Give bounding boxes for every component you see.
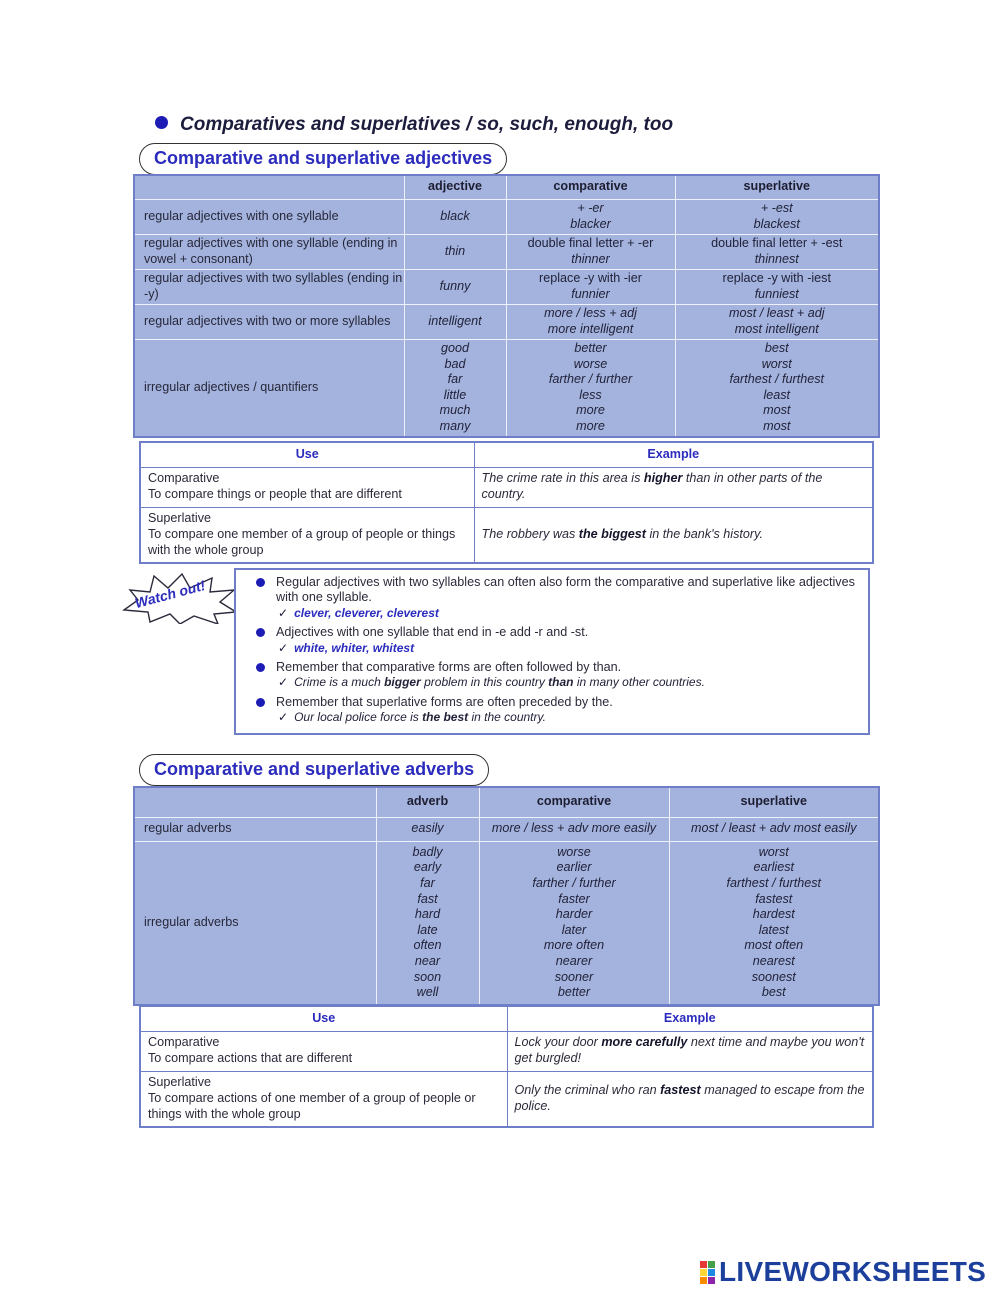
list-item: harder <box>555 907 593 922</box>
list-item <box>256 625 862 656</box>
list-item: soon <box>413 969 442 984</box>
list-item: faster <box>558 891 590 906</box>
irregular-superlatives <box>669 841 879 1005</box>
adjective-word: intelligent <box>404 304 506 339</box>
check-icon: ✓ <box>278 675 289 690</box>
superlative-rule: replace -y with -iest <box>722 270 831 285</box>
list-item: far <box>447 372 463 387</box>
example-highlight: the biggest <box>578 526 646 541</box>
list-item: bad <box>444 356 466 371</box>
tip-example-highlight: than <box>548 675 574 690</box>
list-item: many <box>439 418 471 433</box>
list-item: fast <box>417 891 438 906</box>
list-item: more often <box>543 938 605 953</box>
list-item: hard <box>414 907 441 922</box>
list-item: soonest <box>751 969 796 984</box>
table-header-row <box>140 1006 873 1031</box>
superlative-example: most intelligent <box>734 321 819 336</box>
header-example: Example <box>507 1006 873 1031</box>
irregular-superlatives <box>675 339 879 437</box>
list-item: more <box>576 403 605 418</box>
list-item: least <box>763 387 791 402</box>
table-row <box>134 817 879 841</box>
watch-out-label: Watch out! <box>133 576 207 612</box>
list-item: best <box>761 985 786 1000</box>
comparative-cell <box>506 234 675 269</box>
tip-example-text: Crime is a much <box>294 675 385 690</box>
tip-example <box>276 641 862 656</box>
bullet-icon <box>256 663 265 672</box>
comparative-cell <box>506 269 675 304</box>
list-item: best <box>764 340 789 355</box>
logo-square <box>700 1269 707 1276</box>
logo-square <box>708 1269 715 1276</box>
use-title: Superlative <box>148 511 212 526</box>
bullet-icon <box>256 698 265 707</box>
list-item: most <box>763 418 791 433</box>
list-item: worse <box>557 844 591 859</box>
list-item: hardest <box>752 907 795 922</box>
logo-square <box>708 1261 715 1268</box>
example-text: next time and maybe you won't get burgled! <box>514 1035 865 1065</box>
example-text: The crime rate in this area is <box>481 471 644 486</box>
list-item: farther / further <box>532 875 616 890</box>
use-description: To compare one member of a group of people or things with the whole group <box>148 526 456 557</box>
list-item: earliest <box>753 860 795 875</box>
row-label: regular adverbs <box>134 817 376 841</box>
row-label: irregular adjectives / quantifiers <box>134 339 404 437</box>
use-description: To compare actions that are different <box>148 1051 353 1065</box>
table-header-row <box>134 175 879 199</box>
table-row-irregular <box>134 339 879 437</box>
liveworksheets-mark-icon <box>700 1261 715 1284</box>
adverbs-section-title: Comparative and superlative adverbs <box>139 754 489 786</box>
tip-example-text: white, whiter, whitest <box>294 640 415 655</box>
list-item <box>256 695 862 726</box>
list-item: latest <box>758 922 789 937</box>
row-label: regular adjectives with two syllables (ending in -y) <box>134 269 404 304</box>
use-title: Comparative <box>148 1035 220 1050</box>
list-item: worst <box>758 844 789 859</box>
comparative-rule: more / less + adj <box>544 305 637 320</box>
header-comparative: comparative <box>506 175 675 199</box>
comparative-rule: double final letter + -er <box>527 235 654 250</box>
example-text: managed to escape from the police. <box>514 1083 865 1113</box>
comparative-rule: replace -y with -ier <box>539 270 642 285</box>
irregular-words <box>376 841 479 1005</box>
list-item <box>256 660 862 691</box>
list-item: fastest <box>755 891 793 906</box>
list-item: much <box>439 403 471 418</box>
list-item: badly <box>412 844 443 859</box>
superlative-rule: + -est <box>760 200 793 215</box>
logo-square <box>708 1277 715 1284</box>
adjective-word: black <box>404 199 506 234</box>
comparative-cell <box>506 199 675 234</box>
example-highlight: higher <box>643 471 683 486</box>
irregular-comparatives <box>479 841 669 1005</box>
header-use: Use <box>140 1006 507 1031</box>
tip-text: Remember that superlative forms are often preceded by the. <box>276 694 613 709</box>
table-row <box>140 1071 873 1127</box>
list-item: less <box>579 387 602 402</box>
table-row <box>140 1031 873 1071</box>
example-cell <box>507 1031 873 1071</box>
list-item: most often <box>744 938 804 953</box>
list-item: most <box>763 403 791 418</box>
list-item: nearest <box>752 953 795 968</box>
header-use: Use <box>140 442 474 467</box>
comparative-example: thinner <box>571 251 610 266</box>
superlative-rule: most / least + adj <box>728 305 825 320</box>
header-adjective: adjective <box>404 175 506 199</box>
tip-example <box>276 675 862 690</box>
superlative-cell <box>675 269 879 304</box>
row-label: regular adjectives with one syllable <box>134 199 404 234</box>
comparative-example: funnier <box>571 286 610 301</box>
example-text: than in other parts of the country. <box>481 471 823 501</box>
use-description: To compare things or people that are different <box>148 487 402 501</box>
liveworksheets-logo <box>700 1256 986 1288</box>
tip-text: Remember that comparative forms are often followed by than. <box>276 660 622 675</box>
list-item: later <box>561 922 587 937</box>
tip-example-text: in the country. <box>468 710 546 725</box>
example-cell <box>474 467 873 507</box>
tip-example-highlight: the best <box>422 710 469 725</box>
row-label: irregular adverbs <box>134 841 376 1005</box>
tip-example-text: problem in this country <box>420 675 549 690</box>
list-item <box>256 575 862 621</box>
superlative-example: blackest <box>753 216 800 231</box>
use-cell <box>140 1071 507 1127</box>
example-text: Lock your door <box>514 1035 602 1050</box>
tip-example-highlight: bigger <box>384 675 421 690</box>
check-icon: ✓ <box>278 710 289 725</box>
tip-text: Regular adjectives with two syllables can often also form the comparative and superlative like adjectives with one syllable. <box>276 575 855 605</box>
example-highlight: more carefully <box>601 1035 688 1050</box>
table-row <box>134 199 879 234</box>
example-cell <box>507 1071 873 1127</box>
list-item: farthest / furthest <box>729 372 824 387</box>
comparative-example: more intelligent <box>547 321 634 336</box>
logo-square <box>700 1261 707 1268</box>
list-item: more <box>576 418 605 433</box>
table-header-row <box>140 442 873 467</box>
row-label: regular adjectives with one syllable (ending in vowel + consonant) <box>134 234 404 269</box>
tip-text: Adjectives with one syllable that end in -e add -r and -st. <box>276 625 589 640</box>
bullet-icon <box>256 628 265 637</box>
list-item: late <box>417 922 438 937</box>
comparative-rule: + -er <box>577 200 604 215</box>
table-row-irregular <box>134 841 879 1005</box>
comparative-cell <box>506 304 675 339</box>
tip-example <box>276 710 862 725</box>
check-icon: ✓ <box>278 640 289 655</box>
adjectives-use-table <box>139 441 874 564</box>
comparative-example: blacker <box>570 216 611 231</box>
row-label: regular adjectives with two or more syllables <box>134 304 404 339</box>
list-item: farther / further <box>548 372 633 387</box>
list-item: sooner <box>554 969 594 984</box>
superlative-example: funniest <box>754 286 799 301</box>
table-row <box>134 234 879 269</box>
table-row <box>134 269 879 304</box>
list-item: near <box>414 953 441 968</box>
list-item: far <box>420 875 435 890</box>
list-item: early <box>413 860 442 875</box>
adverbs-use-table <box>139 1005 874 1128</box>
header-empty <box>134 787 376 817</box>
list-item: earlier <box>556 860 592 875</box>
header-comparative: comparative <box>479 787 669 817</box>
header-adverb: adverb <box>376 787 479 817</box>
superlative-cell <box>675 234 879 269</box>
list-item: nearer <box>555 953 593 968</box>
watch-out-box <box>234 568 870 735</box>
adjectives-section-title: Comparative and superlative adjectives <box>139 143 507 175</box>
page-heading-text: Comparatives and superlatives / so, such, enough, too <box>180 114 674 135</box>
table-row <box>140 507 873 563</box>
tip-example-text: clever, cleverer, cleverest <box>294 605 439 620</box>
superlative-example: thinnest <box>754 251 799 266</box>
adverb-word: easily <box>376 817 479 841</box>
adjective-word: thin <box>404 234 506 269</box>
use-cell <box>140 1031 507 1071</box>
list-item: well <box>416 985 439 1000</box>
use-cell <box>140 467 474 507</box>
bullet-icon <box>256 578 265 587</box>
table-row <box>140 467 873 507</box>
tip-example-text: in many other countries. <box>573 675 705 690</box>
use-description: To compare actions of one member of a group of people or things with the whole group <box>148 1090 476 1121</box>
list-item: good <box>440 340 470 355</box>
superlative-rule: double final letter + -est <box>711 235 843 250</box>
example-text: in the bank's history. <box>645 526 763 541</box>
list-item: better <box>557 985 591 1000</box>
example-text: Only the criminal who ran <box>514 1083 661 1098</box>
list-item: farthest / furthest <box>726 875 821 890</box>
page-heading <box>155 114 673 136</box>
liveworksheets-wordmark: LIVEWORKSHEETS <box>719 1256 987 1287</box>
table-header-row <box>134 787 879 817</box>
header-superlative: superlative <box>669 787 879 817</box>
adverbs-table <box>133 786 880 1006</box>
example-text: The robbery was <box>481 526 579 541</box>
irregular-words <box>404 339 506 437</box>
list-item: worst <box>761 356 792 371</box>
list-item: often <box>413 938 442 953</box>
example-highlight: fastest <box>660 1083 701 1098</box>
use-title: Superlative <box>148 1075 212 1090</box>
header-empty <box>134 175 404 199</box>
list-item: better <box>574 340 607 355</box>
bullet-icon <box>155 116 168 129</box>
adjective-word: funny <box>404 269 506 304</box>
comparative-cell: more / less + adv more easily <box>479 817 669 841</box>
table-row <box>134 304 879 339</box>
list-item: worse <box>573 356 608 371</box>
tip-example-text: Our local police force is <box>294 710 423 725</box>
example-cell <box>474 507 873 563</box>
header-example: Example <box>474 442 873 467</box>
use-title: Comparative <box>148 471 220 486</box>
use-cell <box>140 507 474 563</box>
superlative-cell <box>675 304 879 339</box>
irregular-comparatives <box>506 339 675 437</box>
list-item: little <box>443 387 467 402</box>
tip-example <box>276 606 862 621</box>
logo-square <box>700 1277 707 1284</box>
check-icon: ✓ <box>278 605 289 620</box>
superlative-cell: most / least + adv most easily <box>669 817 879 841</box>
adjectives-table <box>133 174 880 438</box>
header-superlative: superlative <box>675 175 879 199</box>
superlative-cell <box>675 199 879 234</box>
